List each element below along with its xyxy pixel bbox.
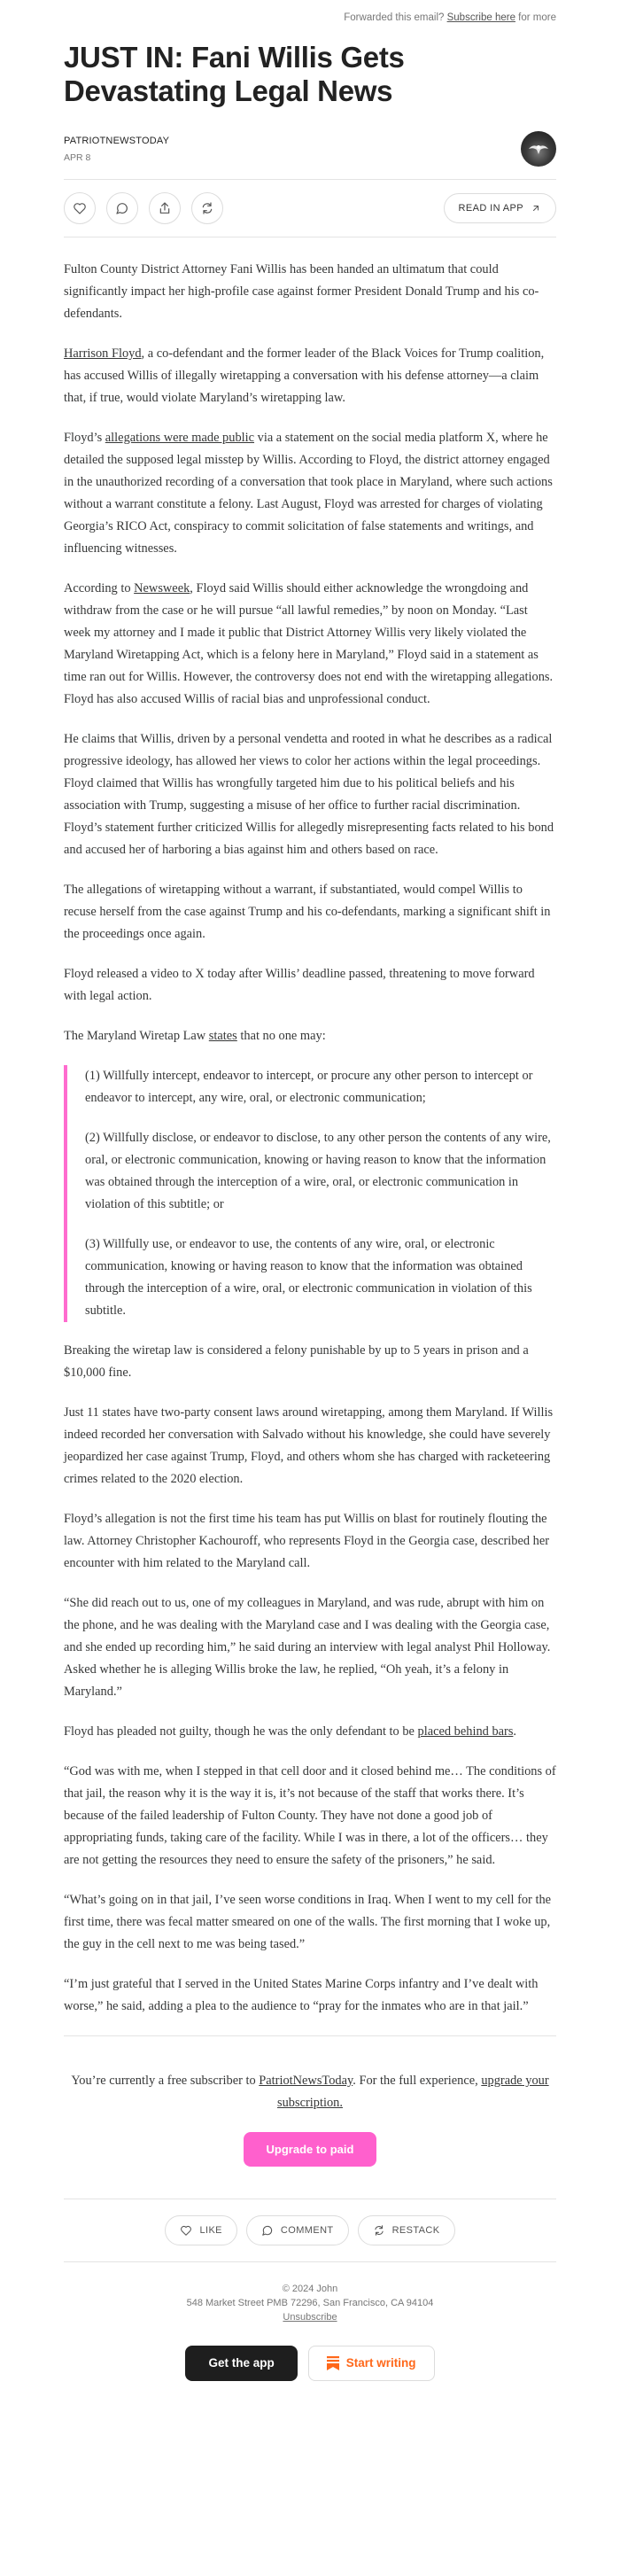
behind-bars-link[interactable]: placed behind bars bbox=[417, 1724, 514, 1739]
substack-logo-icon bbox=[327, 2356, 339, 2370]
get-the-app-button[interactable]: Get the app bbox=[185, 2346, 297, 2381]
restack-button[interactable] bbox=[191, 192, 223, 224]
heart-icon bbox=[73, 201, 87, 215]
heart-icon bbox=[180, 2224, 192, 2237]
copyright: © 2024 John bbox=[282, 2284, 338, 2294]
subscribe-link[interactable]: Subscribe here bbox=[446, 12, 515, 23]
forward-text: Forwarded this email? bbox=[344, 12, 445, 23]
paragraph: “I’m just grateful that I served in the United States Marine Corps infantry and I’ve dealt with worse,” he said, adding a plea to the audience to “pray for the inmates who are in that jail.” bbox=[64, 1977, 539, 2013]
comment-pill-button[interactable] bbox=[246, 2215, 349, 2245]
paragraph: The allegations of wiretapping without a warrant, if substantiated, would compel Willis to recuse herself from the case against Trump and his co-defendants, marking a significant shift in the proceedings once again. bbox=[64, 883, 551, 941]
footer-cta bbox=[64, 2346, 556, 2381]
paragraph: Floyd’s allegations were made public via a statement on the social media platform X, where he detailed the supposed legal misstep by Willis. According to Floyd, the district attorney engaged in the unauthorized recording of a conversation that took place in Maryland, where such actions without a warrant constitute a felony. Last August, Floyd was arrested for charges of violating Georgia’s RICO Act, conspiracy to commit solicitation of false statements and writings, and influencing witnesses. bbox=[64, 431, 553, 556]
share-button[interactable] bbox=[149, 192, 181, 224]
like-pill-button[interactable] bbox=[165, 2215, 236, 2245]
toolbar-actions bbox=[64, 192, 223, 224]
post-title[interactable]: JUST IN: Fani Willis Gets Devastating Legal News bbox=[64, 41, 405, 107]
post-meta bbox=[64, 131, 556, 167]
quote-item: (3) Willfully use, or endeavor to use, the contents of any wire, oral, or electronic communication, knowing or having reason to know that the information was obtained through the interception of a wire, oral, or electronic communication in violation of this subtitle. bbox=[85, 1237, 532, 1318]
newsweek-link[interactable]: Newsweek bbox=[134, 581, 190, 595]
byline bbox=[64, 136, 169, 163]
paragraph: “What’s going on in that jail, I’ve seen worse conditions in Iraq. When I went to my cell for the first time, there was fecal matter smeared on one of the walls. The first morning that I woke up, the guy in the cell next to me was being tased.” bbox=[64, 1893, 552, 1951]
unsubscribe-link[interactable]: Unsubscribe bbox=[283, 2312, 337, 2323]
post-toolbar bbox=[64, 180, 556, 237]
quote-item: (2) Willfully disclose, or endeavor to disclose, to any other person the contents of any wire, oral, or electronic communication, knowing or having reason to know that the information was obtained through the interception of a wire, oral, or electronic communication in violation of this subtitle; or bbox=[85, 1131, 551, 1211]
blockquote bbox=[64, 1065, 556, 1322]
harrison-floyd-link[interactable]: Harrison Floyd bbox=[64, 346, 142, 361]
paragraph: Floyd has pleaded not guilty, though he was the only defendant to be placed behind bars. bbox=[64, 1724, 517, 1739]
upgrade-subscription-link[interactable]: upgrade your subscription. bbox=[277, 2074, 549, 2110]
forward-suffix: for more bbox=[518, 12, 556, 23]
paragraph: Breaking the wiretap law is considered a felony punishable by up to 5 years in prison and a $10,000 fine. bbox=[64, 1343, 529, 1380]
post-actions bbox=[64, 2199, 556, 2261]
publication-name[interactable]: PATRIOTNEWSTODAY bbox=[64, 135, 170, 146]
restack-label: RESTACK bbox=[391, 2225, 440, 2236]
eagle-logo-icon bbox=[528, 142, 549, 156]
restack-icon bbox=[200, 201, 214, 215]
restack-pill-button[interactable] bbox=[358, 2215, 455, 2245]
comment-icon bbox=[261, 2224, 274, 2237]
paragraph: “She did reach out to us, one of my colleagues in Maryland, and was rude, abrupt with him on the phone, and he was dealing with the Maryland case and I was dealing with the Georgia case, and she ended up recording him,” he said during an interview with legal analyst Phil Holloway. Asked whether he is alleging Willis broke the law, he replied, “Oh yeah, it’s a felony in Maryland.” bbox=[64, 1596, 551, 1699]
like-button[interactable] bbox=[64, 192, 96, 224]
allegations-link[interactable]: allegations were made public bbox=[105, 431, 255, 445]
paragraph: Fulton County District Attorney Fani Willis has been handed an ultimatum that could significantly impact her high-profile case against former President Donald Trump and his co-defendants. bbox=[64, 262, 539, 321]
paragraph: Harrison Floyd, a co-defendant and the former leader of the Black Voices for Trump coalition, has accused Willis of illegally wiretapping a conversation with his defense attorney—a claim that, if true, would violate Maryland’s wiretapping law. bbox=[64, 346, 545, 405]
paragraph: Floyd released a video to X today after Willis’ deadline passed, threatening to move forward with legal action. bbox=[64, 967, 535, 1003]
publication-avatar[interactable] bbox=[521, 131, 556, 167]
arrow-up-right-icon bbox=[531, 203, 541, 214]
email-footer bbox=[64, 2262, 556, 2381]
paragraph: Just 11 states have two-party consent laws around wiretapping, among them Maryland. If Willis indeed recorded her conversation with Salvado without his knowledge, she could have severely jeopardized her case against Trump, Floyd, and others whom she has charged with racketeering crimes related to the 2020 election. bbox=[64, 1405, 554, 1486]
like-label: LIKE bbox=[199, 2225, 222, 2236]
publication-link[interactable]: PatriotNewsToday bbox=[259, 2074, 353, 2088]
read-in-app-label: READ IN APP bbox=[458, 203, 523, 214]
start-writing-button[interactable] bbox=[308, 2346, 435, 2381]
subscription-text: You’re currently a free subscriber to PatriotNewsToday. For the full experience, upgrade your subscription. bbox=[71, 2074, 549, 2110]
restack-icon bbox=[373, 2224, 385, 2237]
read-in-app-button[interactable] bbox=[444, 193, 556, 223]
article-body bbox=[64, 259, 556, 2018]
states-link[interactable]: states bbox=[208, 1029, 237, 1043]
email-container bbox=[64, 0, 556, 2381]
start-writing-label: Start writing bbox=[345, 2356, 416, 2370]
comment-icon bbox=[115, 201, 129, 215]
upgrade-to-paid-button[interactable]: Upgrade to paid bbox=[244, 2132, 377, 2167]
paragraph: “God was with me, when I stepped in that cell door and it closed behind me… The conditions of that jail, the reason why it is the way it is, it’s not because of the staff that works there. It’s because of the failed leadership of Fulton County. They have not done a good job of appropriating funds, taking care of the facility. While I was in there, a lot of the officers… they are not getting the resources they need to ensure the safety of the prisoners,” he said. bbox=[64, 1764, 556, 1867]
comment-button[interactable] bbox=[106, 192, 138, 224]
paragraph: Floyd’s allegation is not the first time his team has put Willis on blast for routinely flouting the law. Attorney Christopher Kachouroff, who represents Floyd in the Georgia case, described her encounter with him related to the Maryland call. bbox=[64, 1512, 550, 1570]
postal-address: 548 Market Street PMB 72296, San Francisco, CA 94104 bbox=[186, 2298, 434, 2308]
comment-label: COMMENT bbox=[280, 2225, 334, 2236]
paragraph: According to Newsweek, Floyd said Willis should either acknowledge the wrongdoing and withdraw from the case or he will pursue “all lawful remedies,” by noon on Monday. “Last week my attorney and I made it public that District Attorney Willis very likely violated the Maryland Wiretapping Act, which is a felony here in Maryland,” Floyd said in a statement as time ran out for Willis. However, the controversy does not end with the wiretapping allegations. Floyd has also accused Willis of racial bias and unprofessional conduct. bbox=[64, 581, 554, 706]
share-icon bbox=[158, 201, 172, 215]
paragraph: He claims that Willis, driven by a personal vendetta and rooted in what he describes as a radical progressive ideology, has allowed her views to color her actions within the legal proceedings. Floyd claimed that Willis has wrongfully targeted him due to his political beliefs and his association with Trump, suggesting a misuse of her office to further racial discrimination. Floyd’s statement further criticized Willis for allegedly misrepresenting facts related to his bond and accused her of harboring a bias against him and others based on race. bbox=[64, 732, 554, 857]
forward-notice bbox=[64, 0, 556, 32]
subscription-box bbox=[64, 2036, 556, 2199]
post-date: APR 8 bbox=[64, 152, 91, 163]
quote-item: (1) Willfully intercept, endeavor to intercept, or procure any other person to intercept or endeavor to intercept, any wire, oral, or electronic communication; bbox=[85, 1069, 533, 1105]
paragraph: The Maryland Wiretap Law states that no one may: bbox=[64, 1029, 326, 1043]
